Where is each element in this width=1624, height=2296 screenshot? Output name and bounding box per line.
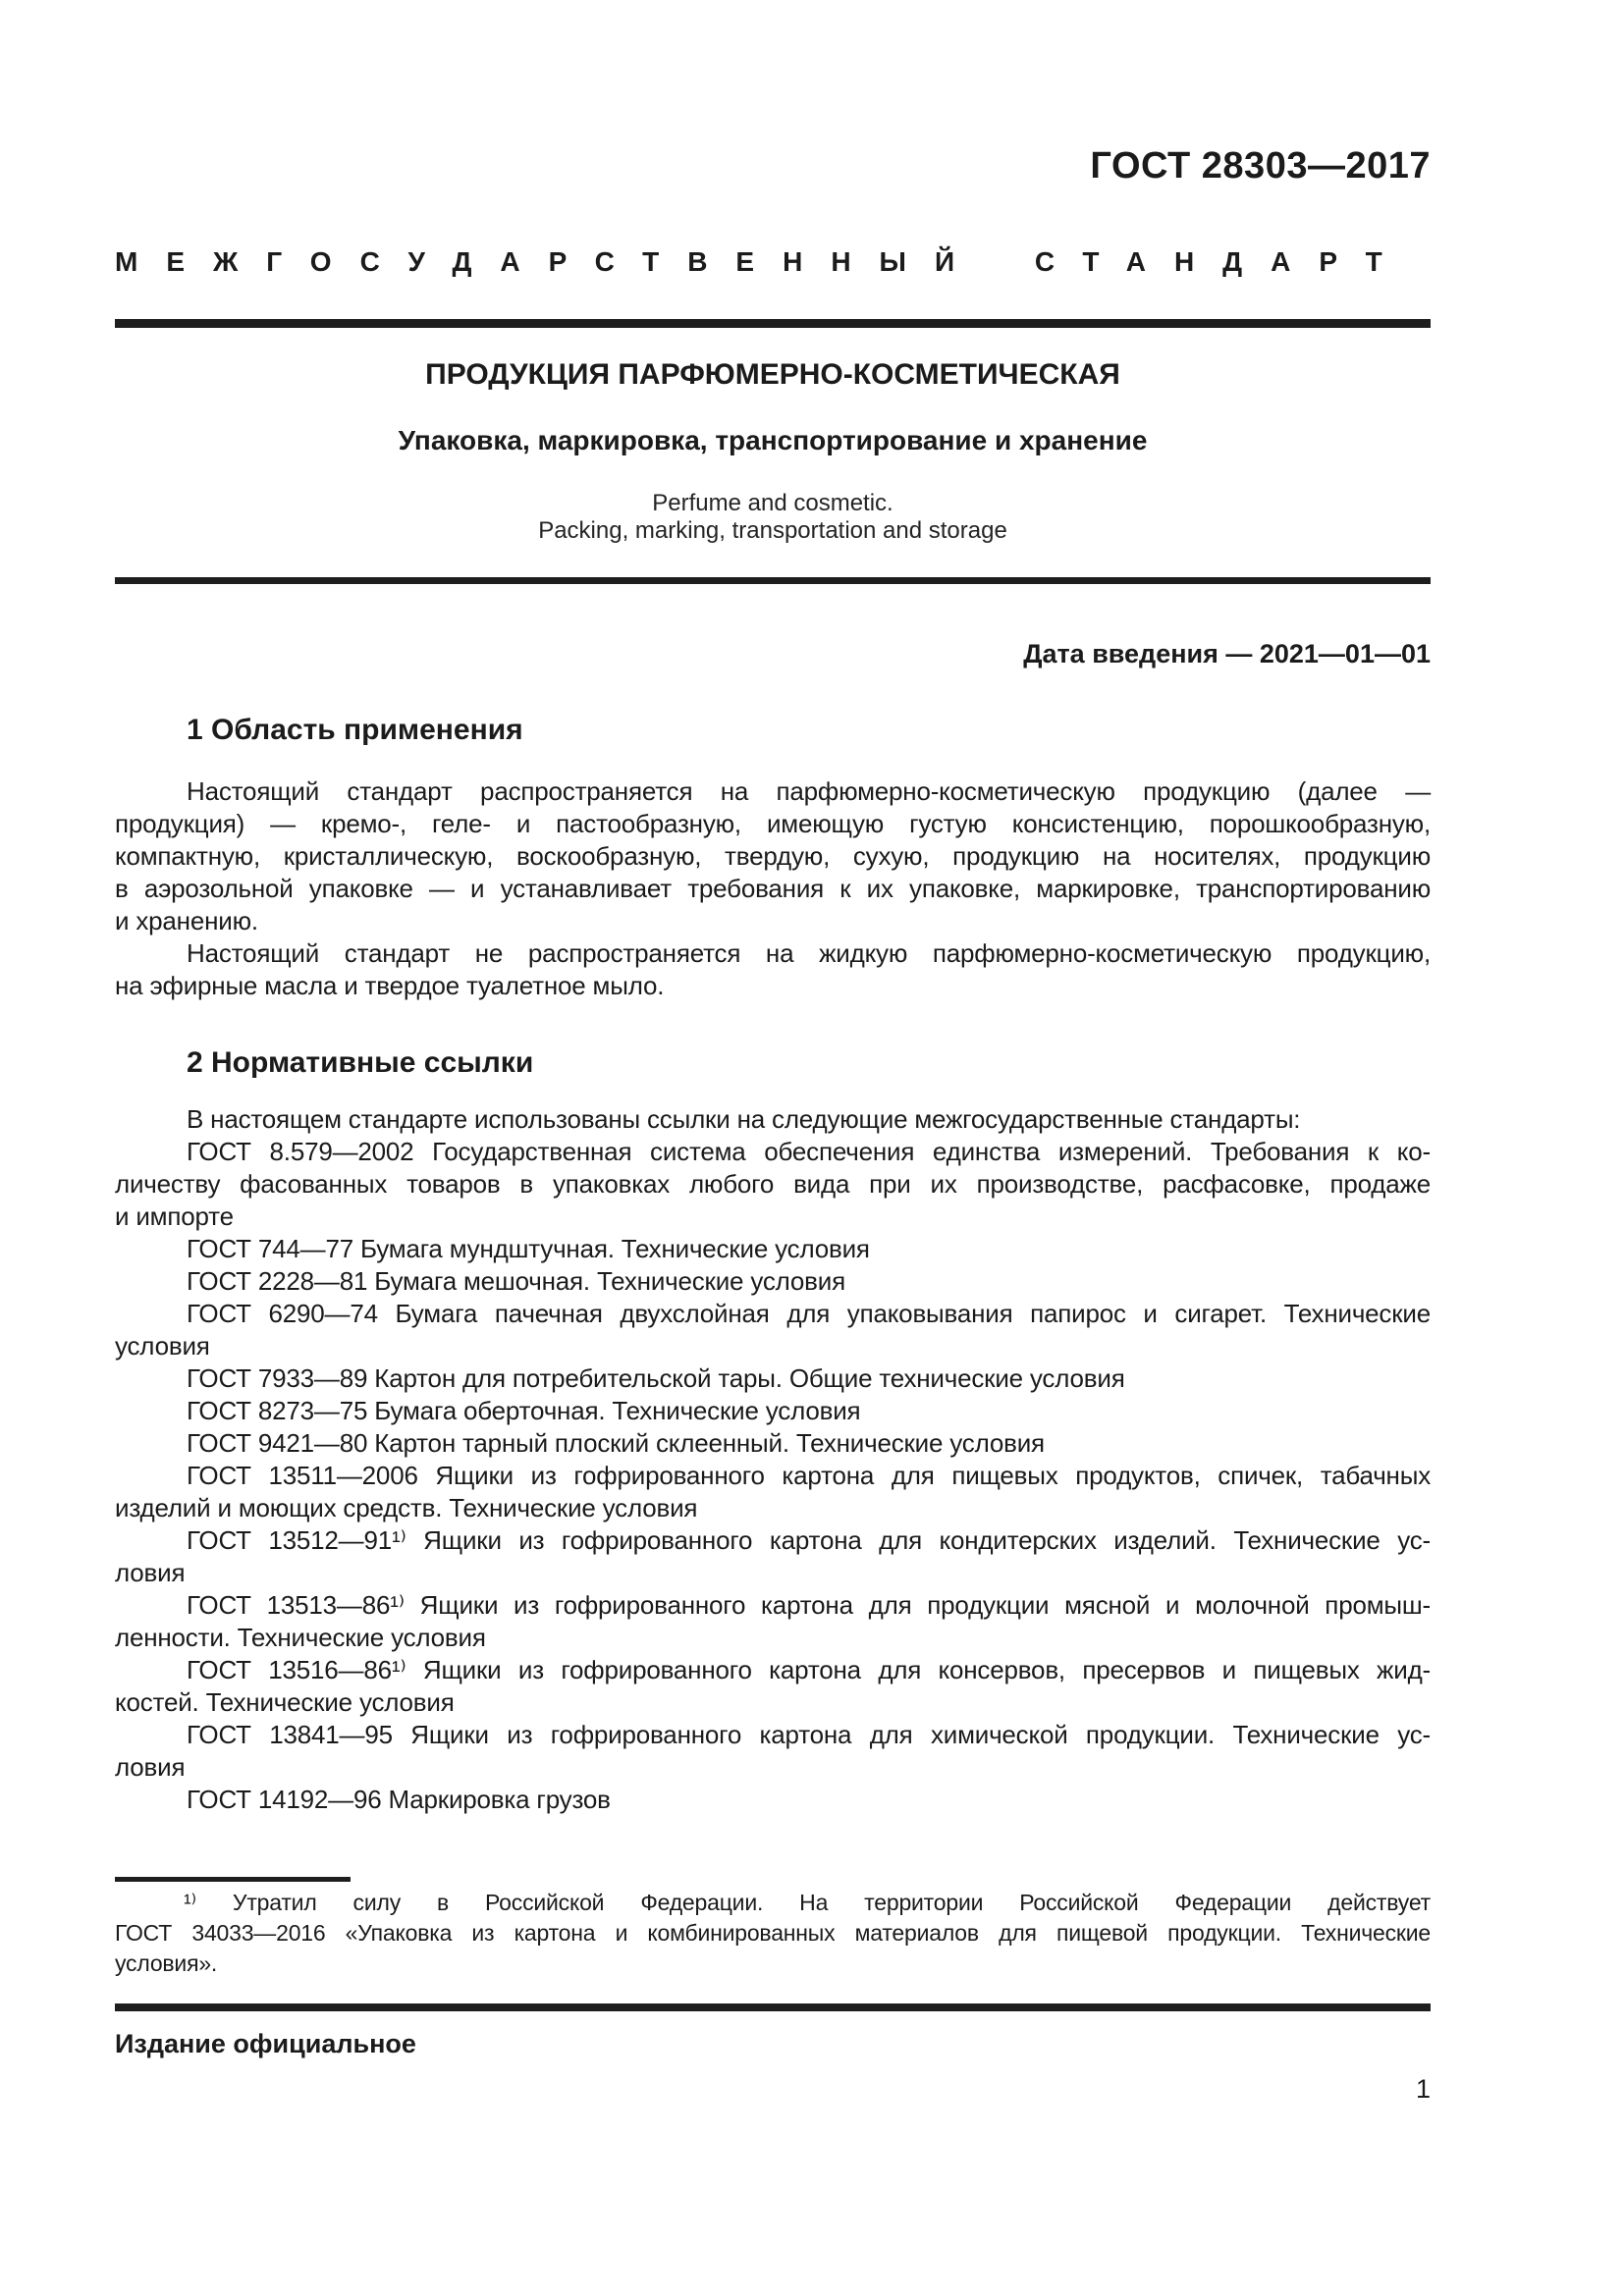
reference-line: ГОСТ 7933—89 Картон для потребительской тары. Общие технические условия bbox=[187, 1363, 1125, 1393]
document-title-ru: ПРОДУКЦИЯ ПАРФЮМЕРНО-КОСМЕТИЧЕСКАЯ bbox=[425, 358, 1120, 391]
document-subtitle-ru: Упаковка, маркировка, транспортирование и хранение bbox=[398, 425, 1148, 455]
section-2-heading: 2 Нормативные ссылки bbox=[187, 1046, 534, 1079]
page-content bbox=[115, 0, 1431, 2105]
footnote-line: условия». bbox=[115, 1950, 218, 1976]
reference-line: ГОСТ 8273—75 Бумага оберточная. Технические условия bbox=[187, 1396, 861, 1425]
footnote bbox=[115, 1888, 1431, 1979]
section-1-heading: 1 Область применения bbox=[187, 714, 523, 746]
footnote-line: ГОСТ 34033—2016 «Упаковка из картона и комбинированных материалов для пищевой продукции. Технические bbox=[115, 1920, 1431, 1946]
reference-line: костей. Технические условия bbox=[115, 1687, 455, 1717]
reference-line: личеству фасованных товаров в упаковках любого вида при их производстве, расфасовке, продаже bbox=[115, 1169, 1431, 1199]
mid-rule bbox=[115, 577, 1431, 584]
reference-line: ГОСТ 13516—86¹⁾ Ящики из гофрированного картона для консервов, пресервов и пищевых жид- bbox=[187, 1655, 1431, 1684]
body-line: В настоящем стандарте использованы ссылки на следующие межгосударственные стандарты: bbox=[187, 1104, 1301, 1134]
effective-date: Дата введения — 2021—01—01 bbox=[1023, 639, 1431, 668]
body-line: на эфирные масла и твердое туалетное мыло. bbox=[115, 971, 665, 1000]
body-line: в аэрозольной упаковке — и устанавливает требования к их упаковке, маркировке, транспортированию bbox=[115, 874, 1431, 903]
page-number: 1 bbox=[1415, 2074, 1431, 2104]
reference-line: ГОСТ 13511—2006 Ящики из гофрированного картона для пищевых продуктов, спичек, табачных bbox=[187, 1461, 1431, 1490]
document-title-en-line1: Perfume and cosmetic. bbox=[652, 490, 893, 516]
reference-line: ловия bbox=[115, 1558, 186, 1587]
reference-line: ГОСТ 2228—81 Бумага мешочная. Технические условия bbox=[187, 1266, 845, 1296]
reference-line: изделий и моющих средств. Технические условия bbox=[115, 1493, 698, 1522]
reference-line: ГОСТ 9421—80 Картон тарный плоский склеенный. Технические условия bbox=[187, 1428, 1045, 1458]
reference-line: условия bbox=[115, 1331, 210, 1361]
reference-line: ленности. Технические условия bbox=[115, 1623, 486, 1652]
reference-line: ГОСТ 744—77 Бумага мундштучная. Технические условия bbox=[187, 1234, 870, 1263]
section-1-body bbox=[115, 775, 1431, 1002]
footnote-line: ¹⁾ Утратил силу в Российской Федерации. На территории Российской Федерации действует bbox=[184, 1890, 1431, 1915]
body-line: продукция) — кремо-, геле- и пастообразную, имеющую густую консистенцию, порошкообразную, bbox=[115, 809, 1431, 838]
doc-number: ГОСТ 28303—2017 bbox=[1090, 145, 1431, 187]
reference-line: ГОСТ 13841—95 Ящики из гофрированного картона для химической продукции. Технические ус- bbox=[187, 1720, 1431, 1749]
body-line: и хранению. bbox=[115, 906, 258, 935]
reference-line: ГОСТ 6290—74 Бумага пачечная двухслойная для упаковывания папирос и сигарет. Технические bbox=[187, 1299, 1431, 1328]
top-rule bbox=[115, 319, 1431, 328]
bottom-rule bbox=[115, 2003, 1431, 2011]
document-title-en-line2: Packing, marking, transportation and storage bbox=[538, 517, 1007, 544]
body-line: компактную, кристаллическую, воскообразную, твердую, сухую, продукцию на носителях, продукцию bbox=[115, 841, 1431, 871]
reference-line: ГОСТ 13512—91¹⁾ Ящики из гофрированного картона для кондитерских изделий. Технические ус- bbox=[187, 1525, 1431, 1555]
footnote-separator bbox=[115, 1877, 351, 1882]
reference-line: и импорте bbox=[115, 1201, 234, 1231]
section-2-body bbox=[115, 1103, 1431, 1816]
body-line: Настоящий стандарт не распространяется на жидкую парфюмерно-косметическую продукцию, bbox=[187, 938, 1431, 968]
reference-line: ловия bbox=[115, 1752, 186, 1782]
reference-line: ГОСТ 14192—96 Маркировка грузов bbox=[187, 1785, 611, 1814]
edition-note: Издание официальное bbox=[115, 2029, 416, 2058]
reference-line: ГОСТ 8.579—2002 Государственная система обеспечения единства измерений. Требования к ко- bbox=[187, 1137, 1431, 1166]
body-line: Настоящий стандарт распространяется на парфюмерно-косметическую продукцию (далее — bbox=[187, 776, 1431, 806]
standard-type-label: МЕЖГОСУДАРСТВЕННЫЙ СТАНДАРТ bbox=[115, 246, 1411, 277]
reference-line: ГОСТ 13513—86¹⁾ Ящики из гофрированного картона для продукции мясной и молочной промыш- bbox=[187, 1590, 1431, 1620]
